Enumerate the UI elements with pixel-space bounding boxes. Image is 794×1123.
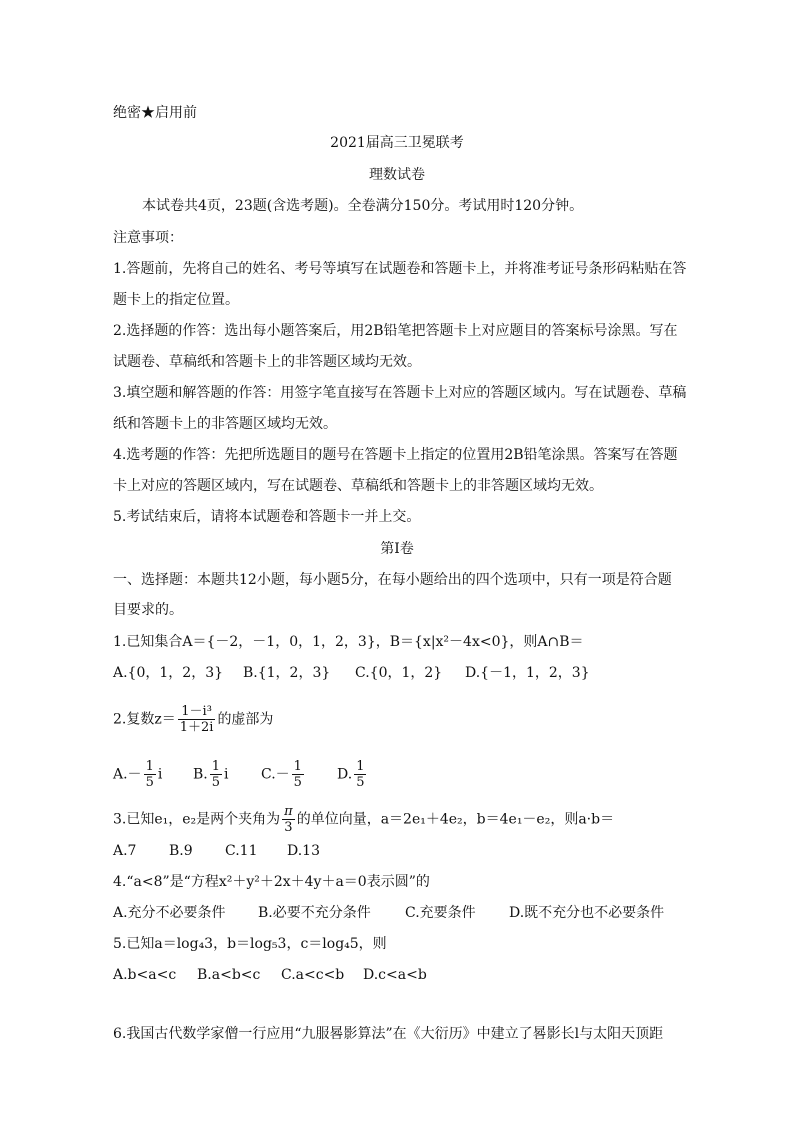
- q2-fraction-num: 1－i³: [178, 704, 216, 720]
- q2-c-num: 1: [293, 759, 302, 774]
- q2-option-a[interactable]: [113, 759, 162, 790]
- notes-heading: 注意事项：: [113, 230, 183, 246]
- q5-option-a[interactable]: A.b<a<c: [113, 967, 177, 983]
- q2-stem-pre: 2.复数z＝: [113, 711, 176, 728]
- q2-d-den: 5: [356, 775, 365, 790]
- q3-stem-pre: 3.已知e₁，e₂是两个夹角为: [113, 811, 281, 828]
- section-title: 第Ⅰ卷: [380, 541, 414, 557]
- q2-a-frac: [144, 759, 156, 790]
- q1-option-d[interactable]: D.{－1，1，2，3}: [465, 665, 590, 681]
- exam-intro: 本试卷共4页，23题(含选考题)。全卷满分150分。考试用时120分钟。: [142, 198, 584, 214]
- q4-stem: 4.“a<8”是“方程x²＋y²＋2x＋4y＋a＝0表示圆”的: [113, 874, 430, 890]
- q2-d-frac: [354, 759, 366, 790]
- note-3a: 3.填空题和解答题的作答：用签字笔直接写在答题卡上对应的答题区域内。写在试题卷、草稿: [113, 385, 687, 401]
- q1-option-c[interactable]: C.{0，1，2}: [355, 665, 443, 681]
- q3-fraction-num: π: [284, 804, 293, 819]
- q2-option-b[interactable]: [193, 759, 229, 790]
- q2-b-pre: B.: [193, 766, 208, 783]
- q2-a-pre: A.－: [113, 766, 142, 783]
- q2-stem-post: 的虚部为: [217, 711, 274, 728]
- q3-option-c[interactable]: C.11: [225, 843, 258, 859]
- q2-fraction: [178, 704, 216, 735]
- q3-option-b[interactable]: B.9: [169, 843, 193, 859]
- note-5: 5.考试结束后，请将本试题卷和答题卡一并上交。: [113, 509, 421, 525]
- q5-option-c[interactable]: C.a<c<b: [281, 967, 345, 983]
- q3-fraction: [282, 804, 295, 835]
- note-2b: 试题卷、草稿纸和答题卡上的非答题区域均无效。: [113, 354, 421, 370]
- q2-option-c[interactable]: [261, 759, 306, 790]
- q4-option-c[interactable]: C.充要条件: [405, 905, 476, 921]
- q3-stem: [113, 804, 614, 835]
- q2-stem: [113, 704, 273, 735]
- q2-c-den: 5: [293, 775, 302, 790]
- q2-option-d[interactable]: [337, 759, 368, 790]
- q1-stem: 1.已知集合A＝{－2，－1，0，1，2，3}，B＝{x|x²－4x<0}，则A∩B＝: [113, 634, 584, 650]
- section-instr-b: 目要求的。: [113, 602, 183, 618]
- q5-option-b[interactable]: B.a<b<c: [197, 967, 261, 983]
- q4-option-b[interactable]: B.必要不充分条件: [258, 905, 371, 921]
- secret-label: 绝密★启用前: [113, 105, 197, 121]
- q5-option-d[interactable]: D.c<a<b: [363, 967, 427, 983]
- q2-d-pre: D.: [337, 766, 353, 783]
- q3-fraction-den: 3: [284, 820, 293, 835]
- q5-stem: 5.已知a＝log₄3，b＝log₅3，c＝log₄5，则: [113, 936, 387, 952]
- q1-option-a[interactable]: A.{0，1，2，3}: [113, 665, 224, 681]
- q2-c-frac: [292, 759, 304, 790]
- q2-a-post: i: [157, 766, 163, 783]
- q2-b-post: i: [224, 766, 229, 783]
- q2-d-num: 1: [356, 759, 365, 774]
- q2-b-den: 5: [211, 775, 221, 790]
- q1-option-b[interactable]: B.{1，2，3}: [243, 665, 331, 681]
- q3-stem-post: 的单位向量，a＝2e₁＋4e₂，b＝4e₁－e₂，则a·b＝: [296, 811, 615, 828]
- q2-fraction-den: 1＋2i: [179, 720, 214, 735]
- q2-a-den: 5: [145, 775, 154, 790]
- q2-a-num: 1: [145, 759, 154, 774]
- q4-option-d[interactable]: D.既不充分也不必要条件: [509, 905, 665, 921]
- exam-title: 2021届高三卫冕联考: [330, 135, 464, 151]
- q3-option-a[interactable]: A.7: [113, 843, 137, 859]
- q2-b-frac: [210, 759, 222, 790]
- q4-option-a[interactable]: A.充分不必要条件: [113, 905, 226, 921]
- subject-title: 理数试卷: [369, 167, 425, 183]
- note-3b: 纸和答题卡上的非答题区域均无效。: [113, 416, 337, 432]
- note-2a: 2.选择题的作答：选出每小题答案后，用2B铅笔把答题卡上对应题目的答案标号涂黑。写在: [113, 323, 678, 339]
- note-1a: 1.答题前，先将自己的姓名、考号等填写在试题卷和答题卡上，并将准考证号条形码粘贴在答: [113, 261, 687, 277]
- note-1b: 题卡上的指定位置。: [113, 292, 239, 308]
- q2-c-pre: C.－: [261, 766, 290, 783]
- q6-stem: 6.我国古代数学家僧一行应用“九服晷影算法”在《大衍历》中建立了晷影长l与太阳天顶距: [113, 1026, 664, 1042]
- note-4b: 卡上对应的答题区域内，写在试题卷、草稿纸和答题卡上的非答题区域均无效。: [113, 478, 603, 494]
- note-4a: 4.选考题的作答：先把所选题目的题号在答题卡上指定的位置用2B铅笔涂黑。答案写在答题: [113, 447, 678, 463]
- q3-option-d[interactable]: D.13: [287, 843, 320, 859]
- section-instr-a: 一、选择题：本题共12小题，每小题5分，在每小题给出的四个选项中，只有一项是符合题: [113, 572, 672, 588]
- q2-b-num: 1: [211, 759, 221, 774]
